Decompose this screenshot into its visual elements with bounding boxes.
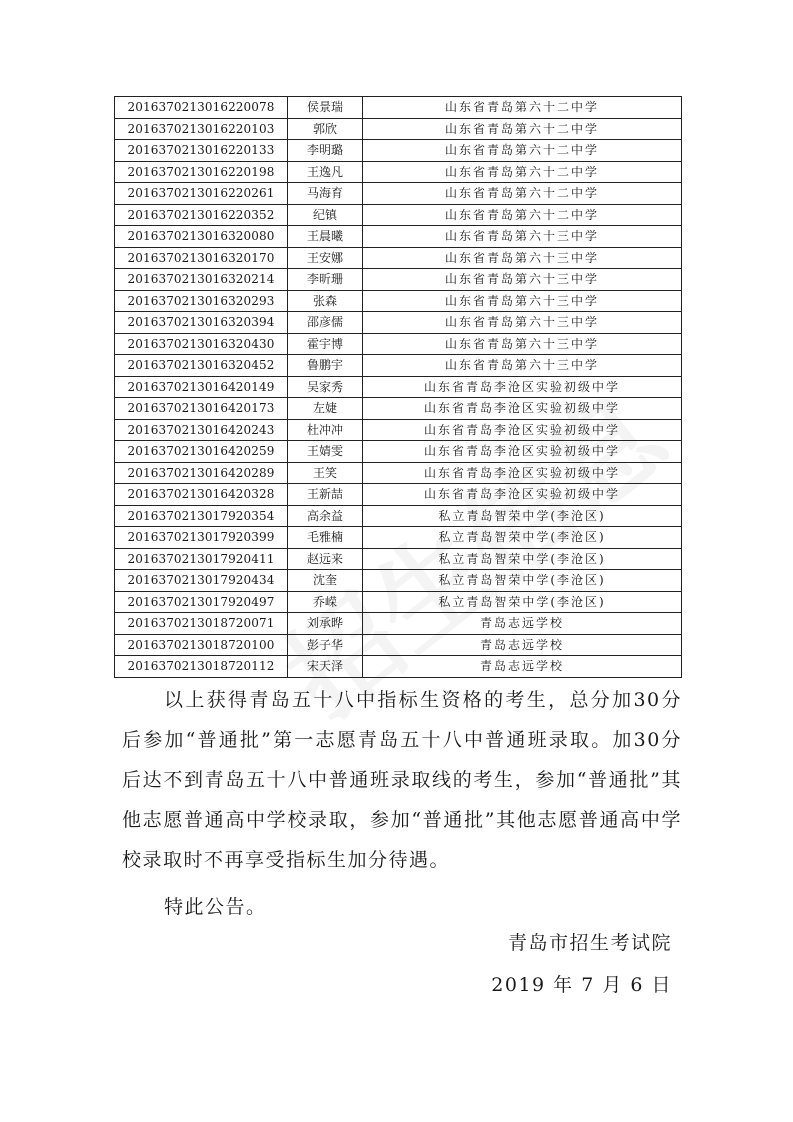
student-name-cell: 赵远来	[288, 548, 363, 570]
exam-id-cell: 2016370213017920434	[115, 570, 288, 592]
table-row	[115, 398, 682, 420]
school-cell: 私立青岛智荣中学(李沧区)	[363, 591, 682, 613]
school-cell: 山东省青岛李沧区实验初级中学	[363, 462, 682, 484]
student-name-cell: 李明璐	[288, 140, 363, 162]
school-cell: 山东省青岛第六十三中学	[363, 312, 682, 334]
student-name-cell: 王逸凡	[288, 161, 363, 183]
school-cell: 山东省青岛第六十二中学	[363, 204, 682, 226]
exam-id-cell: 2016370213016320214	[115, 269, 288, 291]
table-row	[115, 290, 682, 312]
table-row	[115, 376, 682, 398]
exam-id-cell: 2016370213017920497	[115, 591, 288, 613]
student-name-cell: 郭欣	[288, 118, 363, 140]
exam-id-cell: 2016370213016420259	[115, 441, 288, 463]
student-name-cell: 左婕	[288, 398, 363, 420]
school-cell: 山东省青岛第六十二中学	[363, 161, 682, 183]
table-row	[115, 484, 682, 506]
student-name-cell: 纪镇	[288, 204, 363, 226]
student-table	[114, 96, 682, 678]
school-cell: 山东省青岛第六十三中学	[363, 226, 682, 248]
exam-id-cell: 2016370213017920399	[115, 527, 288, 549]
exam-id-cell: 2016370213016320430	[115, 333, 288, 355]
student-name-cell: 乔嵘	[288, 591, 363, 613]
exam-id-cell: 2016370213016320452	[115, 355, 288, 377]
student-name-cell: 王晨曦	[288, 226, 363, 248]
table-row	[115, 355, 682, 377]
table-row	[115, 613, 682, 635]
student-name-cell: 吴家秀	[288, 376, 363, 398]
school-cell: 山东省青岛第六十二中学	[363, 183, 682, 205]
school-cell: 青岛志远学校	[363, 634, 682, 656]
table-row	[115, 591, 682, 613]
student-name-cell: 毛雅楠	[288, 527, 363, 549]
table-row	[115, 183, 682, 205]
student-name-cell: 彭子华	[288, 634, 363, 656]
table-row	[115, 312, 682, 334]
exam-id-cell: 2016370213017920411	[115, 548, 288, 570]
student-name-cell: 高余益	[288, 505, 363, 527]
school-cell: 山东省青岛李沧区实验初级中学	[363, 441, 682, 463]
exam-id-cell: 2016370213016420243	[115, 419, 288, 441]
student-name-cell: 邵彦儒	[288, 312, 363, 334]
exam-id-cell: 2016370213016220103	[115, 118, 288, 140]
student-name-cell: 霍宇博	[288, 333, 363, 355]
table-row	[115, 462, 682, 484]
student-name-cell: 沈奎	[288, 570, 363, 592]
student-name-cell: 马海育	[288, 183, 363, 205]
student-name-cell: 李昕珊	[288, 269, 363, 291]
exam-id-cell: 2016370213016320394	[115, 312, 288, 334]
table-row	[115, 204, 682, 226]
student-name-cell: 王婧雯	[288, 441, 363, 463]
table-row	[115, 97, 682, 119]
table-row	[115, 570, 682, 592]
exam-id-cell: 2016370213016320170	[115, 247, 288, 269]
school-cell: 私立青岛智荣中学(李沧区)	[363, 505, 682, 527]
school-cell: 山东省青岛李沧区实验初级中学	[363, 376, 682, 398]
exam-id-cell: 2016370213016220133	[115, 140, 288, 162]
notice-paragraph: 以上获得青岛五十八中指标生资格的考生，总分加30分后参加“普通批”第一志愿青岛五十八中普通班录取。加30分后达不到青岛五十八中普通班录取线的考生，参加“普通批”其他志愿普通高中学校录取，参加“普通批”其他志愿普通高中学校录取时不再享受指标生加分待遇。	[122, 689, 682, 871]
student-name-cell: 王安娜	[288, 247, 363, 269]
exam-id-cell: 2016370213017920354	[115, 505, 288, 527]
student-name-cell: 王新喆	[288, 484, 363, 506]
school-cell: 山东省青岛第六十三中学	[363, 333, 682, 355]
table-row	[115, 505, 682, 527]
table-row	[115, 527, 682, 549]
signature-date: 2019 年 7 月 6 日	[491, 974, 672, 996]
student-name-cell: 张森	[288, 290, 363, 312]
exam-id-cell: 2016370213018720112	[115, 656, 288, 678]
student-name-cell: 侯景瑞	[288, 97, 363, 119]
school-cell: 山东省青岛第六十三中学	[363, 355, 682, 377]
table-row	[115, 226, 682, 248]
exam-id-cell: 2016370213016220198	[115, 161, 288, 183]
exam-id-cell: 2016370213016420149	[115, 376, 288, 398]
school-cell: 山东省青岛李沧区实验初级中学	[363, 484, 682, 506]
exam-id-cell: 2016370213016420289	[115, 462, 288, 484]
table-row	[115, 140, 682, 162]
table-row	[115, 441, 682, 463]
table-row	[115, 419, 682, 441]
exam-id-cell: 2016370213018720071	[115, 613, 288, 635]
school-cell: 私立青岛智荣中学(李沧区)	[363, 570, 682, 592]
table-row	[115, 634, 682, 656]
school-cell: 山东省青岛第六十三中学	[363, 269, 682, 291]
exam-id-cell: 2016370213016220078	[115, 97, 288, 119]
school-cell: 山东省青岛李沧区实验初级中学	[363, 398, 682, 420]
student-table-body	[115, 97, 682, 678]
table-row	[115, 161, 682, 183]
table-row	[115, 333, 682, 355]
school-cell: 山东省青岛第六十三中学	[363, 247, 682, 269]
student-name-cell: 刘承晔	[288, 613, 363, 635]
exam-id-cell: 2016370213016320293	[115, 290, 288, 312]
student-name-cell: 杜冲冲	[288, 419, 363, 441]
exam-id-cell: 2016370213016220352	[115, 204, 288, 226]
student-name-cell: 宋天泽	[288, 656, 363, 678]
school-cell: 青岛志远学校	[363, 613, 682, 635]
table-row	[115, 118, 682, 140]
table-row	[115, 548, 682, 570]
school-cell: 山东省青岛第六十三中学	[363, 290, 682, 312]
exam-id-cell: 2016370213016320080	[115, 226, 288, 248]
school-cell: 山东省青岛第六十二中学	[363, 118, 682, 140]
signature-org: 青岛市招生考试院	[507, 932, 672, 954]
exam-id-cell: 2016370213016220261	[115, 183, 288, 205]
exam-id-cell: 2016370213018720100	[115, 634, 288, 656]
school-cell: 山东省青岛第六十二中学	[363, 97, 682, 119]
table-row	[115, 656, 682, 678]
school-cell: 青岛志远学校	[363, 656, 682, 678]
student-name-cell: 王笑	[288, 462, 363, 484]
school-cell: 私立青岛智荣中学(李沧区)	[363, 548, 682, 570]
closing-paragraph: 特此公告。	[164, 896, 267, 918]
table-row	[115, 269, 682, 291]
table-row	[115, 247, 682, 269]
exam-id-cell: 2016370213016420328	[115, 484, 288, 506]
school-cell: 山东省青岛第六十二中学	[363, 140, 682, 162]
school-cell: 山东省青岛李沧区实验初级中学	[363, 419, 682, 441]
student-name-cell: 鲁鹏宇	[288, 355, 363, 377]
exam-id-cell: 2016370213016420173	[115, 398, 288, 420]
school-cell: 私立青岛智荣中学(李沧区)	[363, 527, 682, 549]
